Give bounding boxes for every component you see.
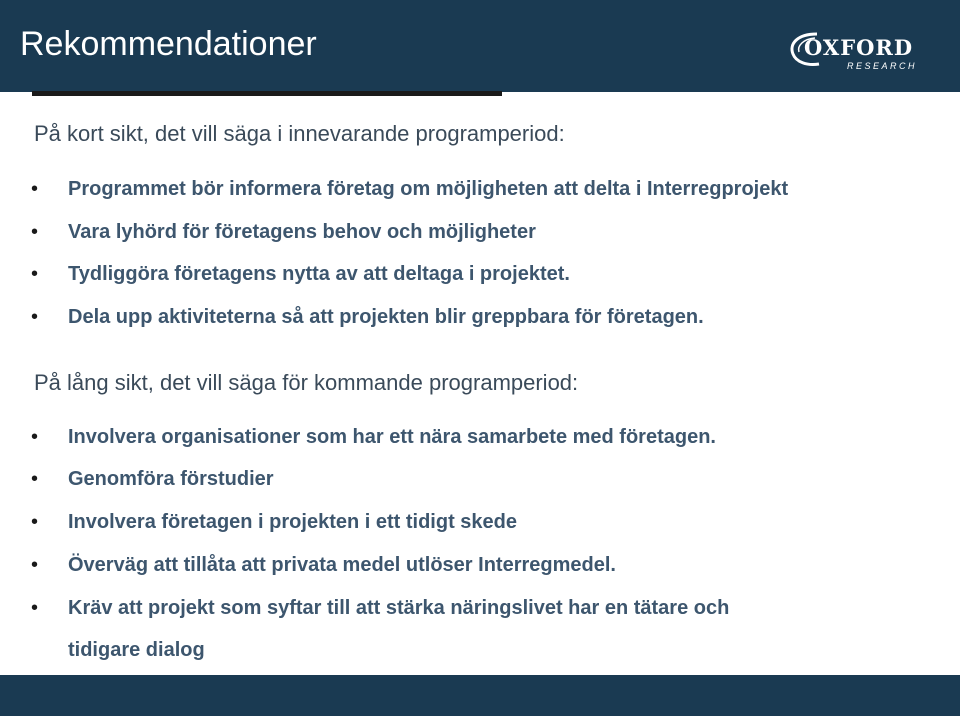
bullet-text: Tydliggöra företagens nytta av att deltaga i projektet. [68,263,570,285]
bullet-icon: • [31,178,39,200]
logo-subname: RESEARCH [847,61,918,71]
bullet-icon: • [31,554,39,576]
bullet-icon: • [31,597,39,619]
footer-bar [0,675,960,716]
logo-name: OXFORD [804,35,914,60]
bullet-text: Involvera organisationer som har ett nära samarbete med företagen. [68,426,716,448]
bullet-text: Överväg att tillåta att privata medel utlöser Interregmedel. [68,554,616,576]
bullet-icon: • [31,221,39,243]
bullet-icon: • [31,426,39,448]
bullet-text: Involvera företagen i projekten i ett tidigt skede [68,511,517,533]
oxford-research-logo [787,28,927,74]
slide-title: Rekommendationer [20,25,317,63]
bullet-icon: • [31,468,39,490]
bullet-text: Dela upp aktiviteterna så att projekten blir greppbara för företagen. [68,306,704,328]
bullet-icon: • [31,263,39,285]
long-term-heading: På lång sikt, det vill säga för kommande programperiod: [34,370,579,395]
bullet-text: Vara lyhörd för företagens behov och möjligheter [68,221,536,243]
bullet-text: Programmet bör informera företag om möjligheten att delta i Interregprojekt [68,178,789,200]
bullet-icon: • [31,511,39,533]
title-underline [32,91,502,96]
short-term-heading: På kort sikt, det vill säga i innevarande programperiod: [34,121,565,146]
bullet-text: Genomföra förstudier [68,468,274,490]
bullet-icon: • [31,306,39,328]
bullet-text: Kräv att projekt som syftar till att stärka näringslivet har en tätare och [68,597,730,619]
bullet-continuation: tidigare dialog [68,639,205,661]
header-bar [0,0,960,92]
